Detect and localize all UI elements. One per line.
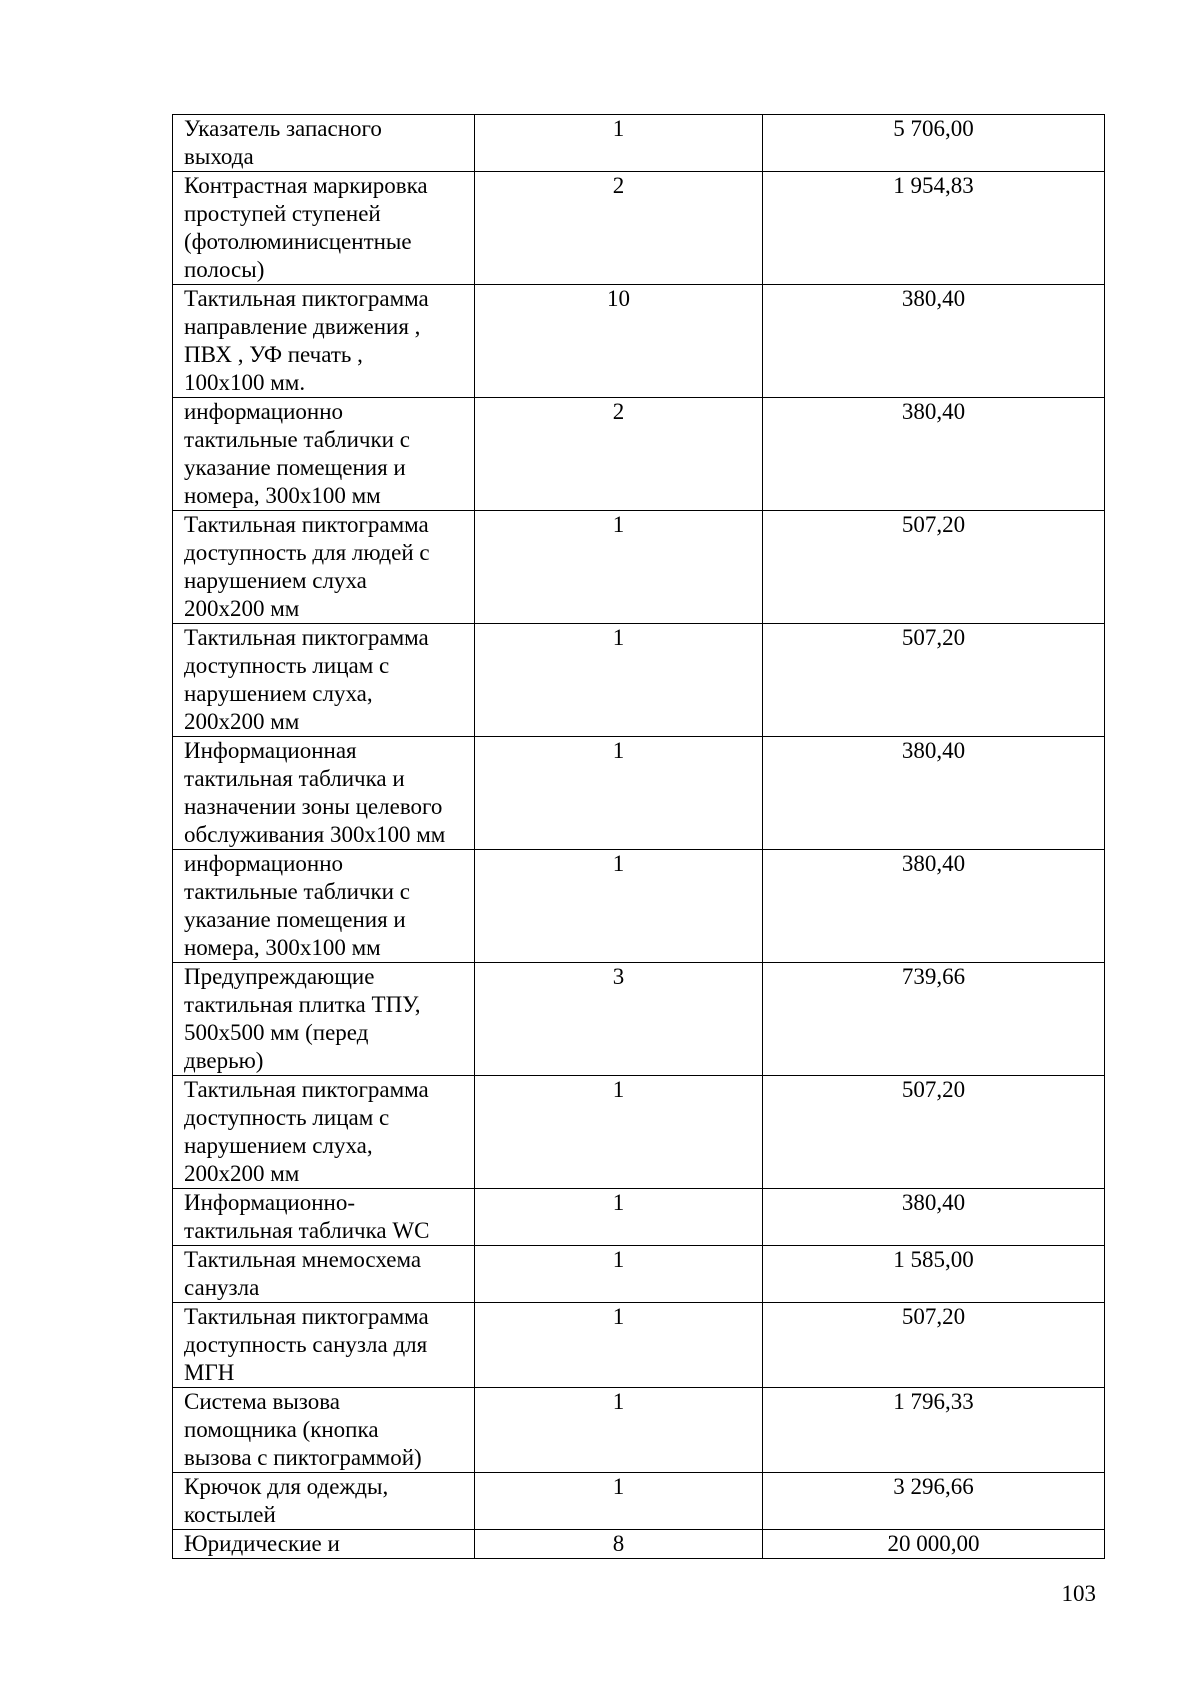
price-cell: 507,20: [763, 1076, 1105, 1189]
quantity-cell: 1: [475, 1303, 763, 1388]
page-number: 103: [1061, 1581, 1096, 1606]
price-cell: 1 954,83: [763, 172, 1105, 285]
quantity-cell: 8: [475, 1530, 763, 1559]
table-row: [173, 1076, 1105, 1189]
price-cell: 380,40: [763, 737, 1105, 850]
price-cell: 507,20: [763, 1303, 1105, 1388]
items-table: [172, 114, 1105, 1559]
price-cell: 380,40: [763, 850, 1105, 963]
quantity-cell: 1: [475, 850, 763, 963]
price-cell: 507,20: [763, 511, 1105, 624]
item-name-cell: Информационно- тактильная табличка WC: [173, 1189, 475, 1246]
item-name-cell: Тактильная пиктограмма доступность лицам с нарушением слуха, 200х200 мм: [173, 1076, 475, 1189]
item-name-cell: информационно тактильные таблички с указание помещения и номера, 300х100 мм: [173, 398, 475, 511]
price-cell: 20 000,00: [763, 1530, 1105, 1559]
quantity-cell: 1: [475, 1076, 763, 1189]
quantity-cell: 1: [475, 1473, 763, 1530]
quantity-cell: 1: [475, 1189, 763, 1246]
table-row: [173, 172, 1105, 285]
table-row: [173, 511, 1105, 624]
table-row: [173, 1530, 1105, 1559]
quantity-cell: 1: [475, 511, 763, 624]
price-cell: 507,20: [763, 624, 1105, 737]
price-cell: 380,40: [763, 1189, 1105, 1246]
table-row: [173, 1189, 1105, 1246]
item-name-cell: Тактильная пиктограмма доступность санузла для МГН: [173, 1303, 475, 1388]
item-name-cell: Информационная тактильная табличка и назначении зоны целевого обслуживания 300х100 мм: [173, 737, 475, 850]
price-cell: 380,40: [763, 285, 1105, 398]
table-row: [173, 1388, 1105, 1473]
item-name-cell: Крючок для одежды, костылей: [173, 1473, 475, 1530]
item-name-cell: Тактильная пиктограмма направление движения , ПВХ , УФ печать , 100х100 мм.: [173, 285, 475, 398]
item-name-cell: Юридические и: [173, 1530, 475, 1559]
item-name-cell: Тактильная мнемосхема санузла: [173, 1246, 475, 1303]
item-name-cell: Система вызова помощника (кнопка вызова с пиктограммой): [173, 1388, 475, 1473]
item-name-cell: Указатель запасного выхода: [173, 115, 475, 172]
table-row: [173, 737, 1105, 850]
items-table-body: [173, 115, 1105, 1559]
quantity-cell: 1: [475, 115, 763, 172]
quantity-cell: 3: [475, 963, 763, 1076]
item-name-cell: Тактильная пиктограмма доступность для людей с нарушением слуха 200х200 мм: [173, 511, 475, 624]
quantity-cell: 2: [475, 172, 763, 285]
price-cell: 739,66: [763, 963, 1105, 1076]
table-row: [173, 115, 1105, 172]
table-row: [173, 1303, 1105, 1388]
table-row: [173, 624, 1105, 737]
price-cell: 380,40: [763, 398, 1105, 511]
quantity-cell: 1: [475, 1246, 763, 1303]
table-row: [173, 850, 1105, 963]
quantity-cell: 2: [475, 398, 763, 511]
quantity-cell: 1: [475, 1388, 763, 1473]
quantity-cell: 1: [475, 737, 763, 850]
item-name-cell: Тактильная пиктограмма доступность лицам с нарушением слуха, 200х200 мм: [173, 624, 475, 737]
quantity-cell: 1: [475, 624, 763, 737]
item-name-cell: Контрастная маркировка проступей ступеней (фотолюминисцентные полосы): [173, 172, 475, 285]
quantity-cell: 10: [475, 285, 763, 398]
table-row: [173, 398, 1105, 511]
price-cell: 1 585,00: [763, 1246, 1105, 1303]
item-name-cell: информационно тактильные таблички с указание помещения и номера, 300х100 мм: [173, 850, 475, 963]
price-cell: 5 706,00: [763, 115, 1105, 172]
table-row: [173, 1473, 1105, 1530]
price-cell: 3 296,66: [763, 1473, 1105, 1530]
table-row: [173, 1246, 1105, 1303]
table-row: [173, 285, 1105, 398]
item-name-cell: Предупреждающие тактильная плитка ТПУ, 500х500 мм (перед дверью): [173, 963, 475, 1076]
table-row: [173, 963, 1105, 1076]
price-cell: 1 796,33: [763, 1388, 1105, 1473]
